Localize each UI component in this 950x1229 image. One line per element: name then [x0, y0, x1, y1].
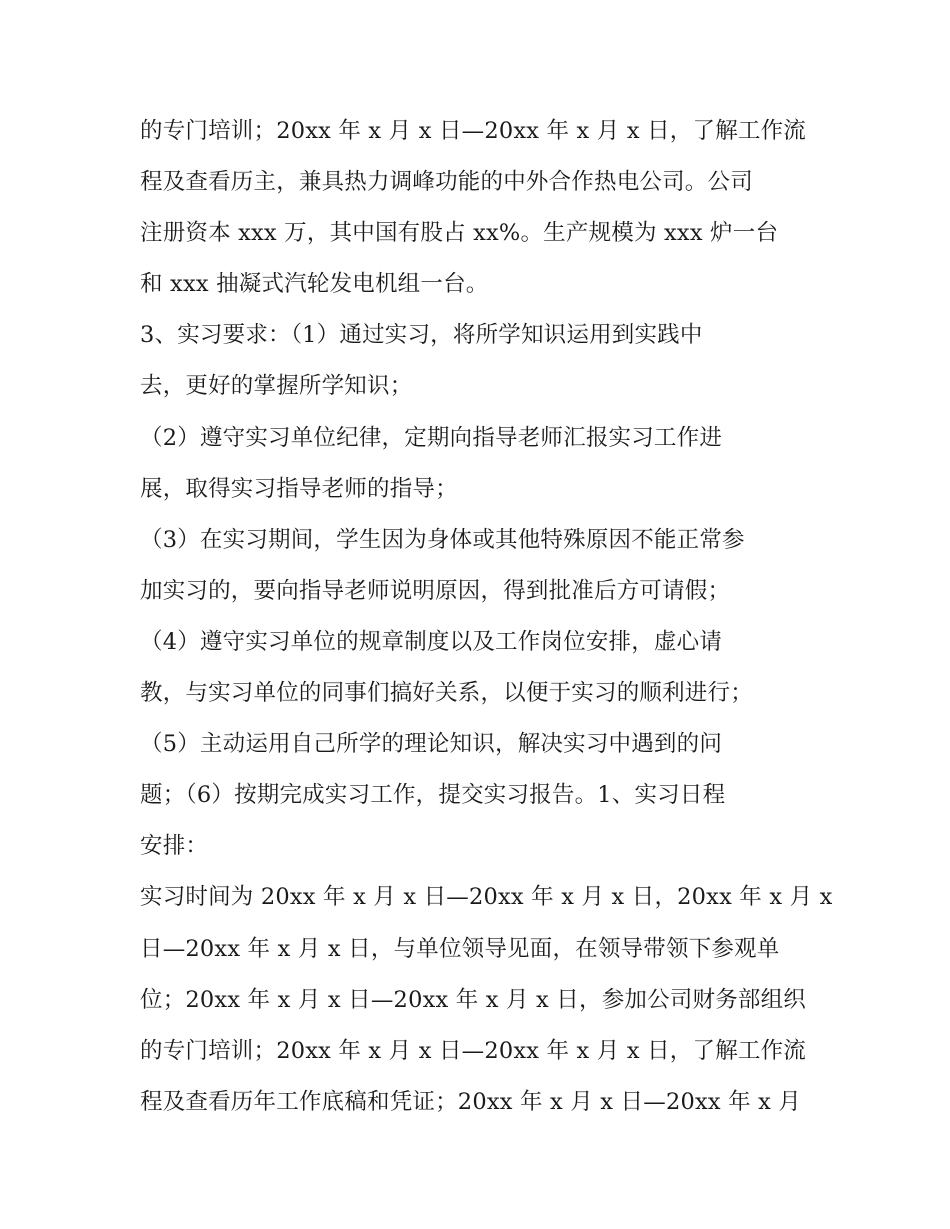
text-line-9: （3）在实习期间，学生因为身体或其他特殊原因不能正常参	[140, 526, 745, 553]
text-line-2: 程及查看历主，兼具热力调峰功能的中外合作热电公司。公司	[140, 169, 753, 196]
document-body	[140, 106, 833, 1128]
text-line-13: （5）主动运用自己所学的理论知识，解决实习中遇到的问	[140, 731, 723, 758]
text-line-20: 程及查看历年工作底稿和凭证；20xx 年 x 月 x 日—20xx 年 x 月	[140, 1088, 802, 1115]
text-line-16: 实习时间为 20xx 年 x 月 x 日—20xx 年 x 月 x 日，20xx 年 x 月 x	[140, 884, 833, 911]
text-line-6: 去，更好的掌握所学知识；	[140, 373, 413, 400]
text-line-19: 的专门培训；20xx 年 x 月 x 日—20xx 年 x 月 x 日，了解工作流	[140, 1037, 806, 1064]
text-line-8: 展，取得实习指导老师的指导；	[140, 475, 458, 502]
text-line-11: （4）遵守实习单位的规章制度以及工作岗位安排，虚心请	[140, 628, 723, 655]
text-line-1: 的专门培训；20xx 年 x 月 x 日—20xx 年 x 月 x 日，了解工作流	[140, 118, 806, 144]
text-line-12: 教，与实习单位的同事们搞好关系，以便于实习的顺利进行；	[140, 680, 753, 707]
text-line-3: 注册资本 xxx 万，其中国有股占 xx%。生产规模为 xxx 炉一台	[140, 220, 779, 247]
text-line-7: （2）遵守实习单位纪律，定期向指导老师汇报实习工作进	[140, 424, 723, 451]
text-line-10: 加实习的，要向指导老师说明原因，得到批准后方可请假；	[140, 577, 731, 604]
text-line-14: 题；（6）按期完成实习工作，提交实习报告。1、实习日程	[140, 782, 726, 809]
text-line-18: 位；20xx 年 x 月 x 日—20xx 年 x 月 x 日，参加公司财务部组织	[140, 986, 806, 1013]
text-line-17: 日—20xx 年 x 月 x 日，与单位领导见面，在领导带领下参观单	[140, 935, 780, 962]
text-line-15: 安排：	[140, 833, 209, 860]
text-line-4: 和 xxx 抽凝式汽轮发电机组一台。	[140, 271, 489, 298]
text-line-5: 3、实习要求：（1）通过实习，将所学知识运用到实践中	[140, 322, 703, 349]
